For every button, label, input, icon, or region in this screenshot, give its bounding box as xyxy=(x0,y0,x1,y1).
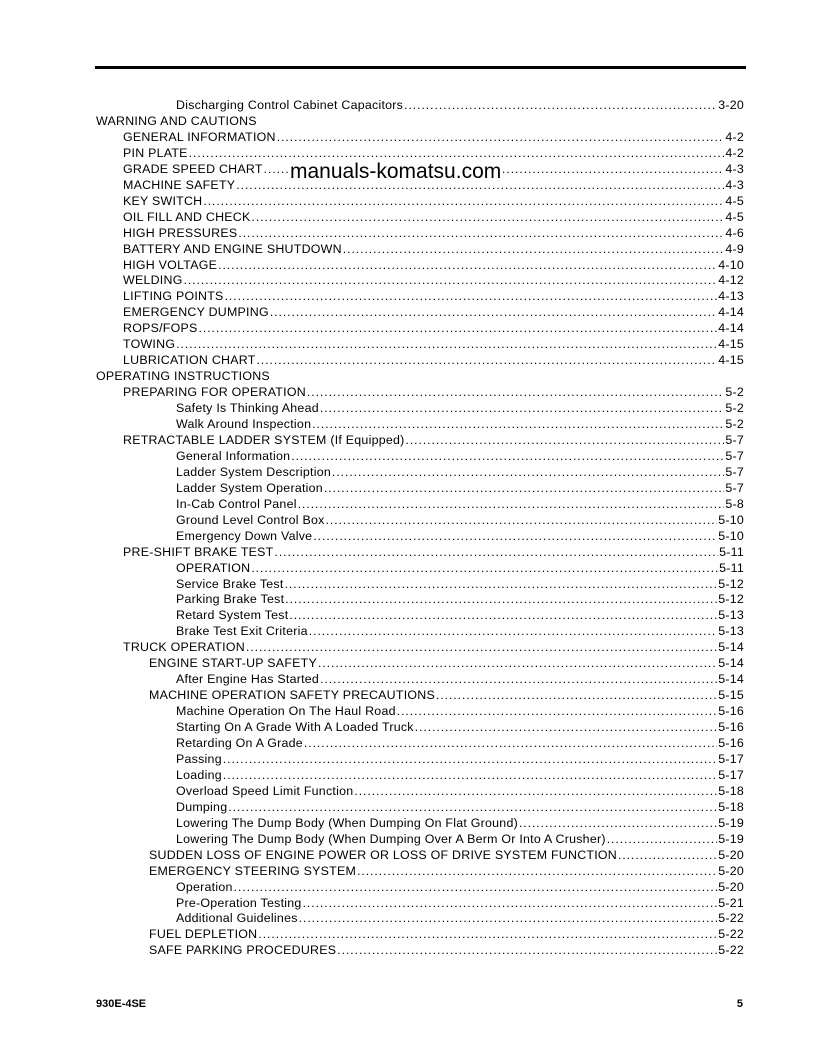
toc-leader-dots xyxy=(223,751,717,767)
toc-entry-page: 5-17 xyxy=(718,767,744,782)
toc-entry-page: 5-16 xyxy=(718,704,744,719)
toc-entry-title: ROPS/FOPS xyxy=(123,321,198,336)
watermark-text: manuals-komatsu.com xyxy=(288,158,503,186)
toc-entry-page: 5-20 xyxy=(718,863,744,878)
toc-leader-dots xyxy=(184,272,718,288)
toc-leader-dots xyxy=(324,480,724,496)
toc-leader-dots xyxy=(312,416,724,432)
toc-entry-page: 3-20 xyxy=(718,98,744,112)
toc-entry[interactable] xyxy=(149,847,744,863)
toc-entry[interactable] xyxy=(176,671,744,687)
toc-entry[interactable] xyxy=(123,129,744,145)
toc-entry-title: Parking Brake Test xyxy=(176,592,285,607)
toc-entry[interactable] xyxy=(149,926,744,942)
toc-entry-page: 5-12 xyxy=(718,576,744,591)
toc-entry-title: OPERATION xyxy=(176,560,251,575)
footer-page-number: 5 xyxy=(736,998,743,1010)
toc-entry[interactable] xyxy=(123,432,744,448)
toc-entry-page: 5-10 xyxy=(718,528,744,543)
toc-entry-page: 5-2 xyxy=(725,385,744,400)
toc-entry[interactable] xyxy=(176,448,744,464)
toc-leader-dots xyxy=(303,895,718,911)
toc-entry[interactable] xyxy=(176,512,744,528)
toc-entry-title: Dumping xyxy=(176,799,228,814)
toc-entry-page: 5-14 xyxy=(718,640,744,655)
toc-entry-page: 4-12 xyxy=(718,273,744,288)
toc-leader-dots xyxy=(607,831,717,847)
toc-leader-dots xyxy=(246,639,717,655)
toc-entry-title: PREPARING FOR OPERATION xyxy=(123,385,306,400)
toc-leader-dots xyxy=(436,687,717,703)
toc-leader-dots xyxy=(343,241,725,257)
toc-leader-dots xyxy=(203,193,724,209)
toc-entry-title: Brake Test Exit Criteria xyxy=(176,624,308,639)
toc-entry-title: MACHINE OPERATION SAFETY PRECAUTIONS xyxy=(149,688,435,703)
toc-entry-title: Machine Operation On The Haul Road xyxy=(176,704,396,719)
toc-entry-page: 5-16 xyxy=(718,720,744,735)
toc-entry-page: 5-22 xyxy=(718,943,744,958)
toc-entry[interactable] xyxy=(176,464,744,480)
toc-entry-page: 5-7 xyxy=(725,448,744,463)
toc-entry-title: Walk Around Inspection xyxy=(176,417,312,431)
toc-entry[interactable] xyxy=(149,863,744,879)
toc-leader-dots xyxy=(277,129,725,145)
toc-entry-page: 5-14 xyxy=(718,656,744,671)
toc-entry-page: 5-22 xyxy=(718,927,744,942)
toc-entry-title: BATTERY AND ENGINE SHUTDOWN xyxy=(123,241,342,256)
toc-entry-title: Overload Speed Limit Function xyxy=(176,783,354,798)
toc-entry-page: 5-20 xyxy=(718,879,744,894)
toc-entry[interactable] xyxy=(123,384,744,400)
toc-entry-title: Operation xyxy=(176,879,233,894)
toc-entry[interactable] xyxy=(176,97,744,113)
toc-entry[interactable] xyxy=(123,241,744,257)
toc-entry-title: Lowering The Dump Body (When Dumping On Flat Ground) xyxy=(176,815,518,830)
toc-entry-page: 5-20 xyxy=(718,847,744,862)
toc-entry-page: 5-11 xyxy=(719,544,744,559)
toc-leader-dots xyxy=(285,576,718,592)
toc-entry-page: 4-5 xyxy=(725,193,744,208)
toc-entry-title: TOWING xyxy=(123,337,176,352)
toc-leader-dots xyxy=(307,384,724,400)
toc-leader-dots xyxy=(299,910,718,926)
toc-leader-dots xyxy=(313,528,717,544)
toc-entry[interactable] xyxy=(176,623,744,639)
toc-entry-title: ENGINE START-UP SAFETY xyxy=(149,656,317,671)
toc-entry[interactable] xyxy=(123,193,744,209)
toc-entry-title: General Information xyxy=(176,448,291,463)
toc-entry[interactable] xyxy=(123,320,744,336)
toc-entry[interactable] xyxy=(176,783,744,799)
toc-leader-dots xyxy=(270,304,717,320)
toc-entry-title: RETRACTABLE LADDER SYSTEM (If Equipped) xyxy=(123,432,405,447)
toc-leader-dots xyxy=(337,942,717,958)
toc-entry-title: In-Cab Control Panel xyxy=(176,496,297,511)
toc-entry-title: Safety Is Thinking Ahead xyxy=(176,401,319,416)
toc-entry-title: WARNING AND CAUTIONS xyxy=(96,113,257,128)
toc-leader-dots xyxy=(309,623,717,639)
toc-entry[interactable] xyxy=(123,304,744,320)
toc-entry-title: HIGH VOLTAGE xyxy=(123,257,218,272)
toc-entry[interactable] xyxy=(176,799,744,815)
toc-leader-dots xyxy=(291,448,724,464)
toc-entry-page: 5-21 xyxy=(718,895,744,910)
toc-entry-title: Retard System Test xyxy=(176,608,289,623)
toc-entry-page: 5-7 xyxy=(725,464,744,479)
toc-entry-title: Service Brake Test xyxy=(176,576,284,591)
toc-leader-dots xyxy=(275,544,719,560)
toc-entry-title: KEY SWITCH xyxy=(123,193,203,208)
toc-entry[interactable] xyxy=(176,831,744,847)
toc-entry[interactable] xyxy=(176,496,744,512)
toc-entry-page: 5-13 xyxy=(718,624,744,639)
toc-entry-page: 5-7 xyxy=(725,432,744,447)
toc-entry-title: Passing xyxy=(176,751,222,766)
toc-entry-page: 5-13 xyxy=(718,608,744,623)
toc-entry-title: Emergency Down Valve xyxy=(176,528,313,543)
toc-entry[interactable] xyxy=(123,639,744,655)
toc-leader-dots xyxy=(223,767,717,783)
toc-entry[interactable] xyxy=(176,895,744,911)
toc-entry-title: Retarding On A Grade xyxy=(176,736,303,750)
toc-leader-dots xyxy=(320,671,717,687)
toc-leader-dots xyxy=(234,879,718,895)
toc-leader-dots xyxy=(251,560,718,576)
toc-entry[interactable] xyxy=(176,703,744,719)
toc-entry-page: 5-18 xyxy=(718,799,744,814)
toc-leader-dots xyxy=(199,320,718,336)
toc-leader-dots xyxy=(332,464,724,480)
top-rule xyxy=(95,66,746,69)
toc-entry-page: 5-2 xyxy=(725,401,744,416)
toc-entry-title: Loading xyxy=(176,767,222,782)
toc-entry-page: 4-5 xyxy=(725,209,744,224)
toc-entry-page: 4-3 xyxy=(725,177,744,192)
toc-entry-title: Ladder System Operation xyxy=(176,480,323,495)
toc-entry[interactable] xyxy=(123,336,744,352)
toc-entry[interactable] xyxy=(149,655,744,671)
toc-entry-title: Additional Guidelines xyxy=(176,911,298,926)
toc-entry-page: 4-14 xyxy=(718,321,744,336)
toc-entry[interactable] xyxy=(176,767,744,783)
toc-entry-title: OPERATING INSTRUCTIONS xyxy=(96,369,270,384)
toc-entry[interactable] xyxy=(176,815,744,831)
toc-entry[interactable] xyxy=(123,225,744,241)
toc-entry-title: SAFE PARKING PROCEDURES xyxy=(149,943,337,958)
toc-entry-page: 5-10 xyxy=(718,512,744,527)
toc-entry-page: 5-15 xyxy=(718,688,744,703)
toc-entry-title: FUEL DEPLETION xyxy=(149,927,258,942)
toc-leader-dots xyxy=(415,719,717,735)
toc-entry-page: 5-11 xyxy=(719,560,744,575)
toc-entry-page: 4-2 xyxy=(725,145,744,160)
toc-entry-page: 4-13 xyxy=(718,289,744,304)
toc-leader-dots xyxy=(257,352,718,368)
toc-leader-dots xyxy=(258,926,717,942)
toc-entry-title: MACHINE SAFETY xyxy=(123,177,236,192)
toc-entry-title: Ground Level Control Box xyxy=(176,512,325,527)
toc-leader-dots xyxy=(252,209,725,225)
toc-leader-dots xyxy=(218,257,717,273)
toc-entry[interactable] xyxy=(123,352,744,368)
toc-leader-dots xyxy=(354,783,717,799)
toc-entry[interactable] xyxy=(96,368,744,384)
toc-entry[interactable] xyxy=(176,591,744,607)
toc-entry[interactable] xyxy=(176,576,744,592)
toc-entry[interactable] xyxy=(96,113,744,129)
toc-entry-title: GENERAL INFORMATION xyxy=(123,129,276,144)
toc-entry-title: Discharging Control Cabinet Capacitors xyxy=(176,98,404,112)
toc-leader-dots xyxy=(357,863,717,879)
toc-entry[interactable] xyxy=(149,687,744,703)
toc-entry-title: Pre-Operation Testing xyxy=(176,895,302,910)
toc-entry[interactable] xyxy=(176,560,744,576)
toc-entry-page: 4-10 xyxy=(718,257,744,272)
toc-entry-title: EMERGENCY DUMPING xyxy=(123,305,269,320)
toc-leader-dots xyxy=(618,847,717,863)
toc-entry[interactable] xyxy=(123,288,744,304)
toc-leader-dots xyxy=(238,225,724,241)
toc-entry-title: PRE-SHIFT BRAKE TEST xyxy=(123,544,274,559)
toc-leader-dots xyxy=(289,607,717,623)
toc-leader-dots xyxy=(304,735,717,751)
toc-leader-dots xyxy=(228,799,717,815)
toc-entry-page: 5-16 xyxy=(718,736,744,750)
toc-entry[interactable] xyxy=(176,416,744,432)
toc-entry-title: OIL FILL AND CHECK xyxy=(123,209,251,224)
toc-entry-title: LIFTING POINTS xyxy=(123,289,224,304)
toc-leader-dots xyxy=(519,815,717,831)
toc-entry[interactable] xyxy=(176,719,744,735)
toc-entry[interactable] xyxy=(123,544,744,560)
toc-entry-page: 4-2 xyxy=(725,129,744,144)
toc-leader-dots xyxy=(326,512,718,528)
toc-entry[interactable] xyxy=(149,942,744,958)
toc-leader-dots xyxy=(406,432,725,448)
toc-entry-page: 5-12 xyxy=(718,592,744,607)
toc-entry[interactable] xyxy=(123,257,744,273)
toc-entry[interactable] xyxy=(176,400,744,416)
toc-entry[interactable] xyxy=(176,480,744,496)
toc-entry-page: 5-2 xyxy=(725,417,744,431)
toc-entry-page: 4-15 xyxy=(718,337,744,352)
toc-leader-dots xyxy=(176,336,717,352)
toc-entry-title: WELDING xyxy=(123,273,183,288)
toc-entry-page: 5-22 xyxy=(718,911,744,926)
toc-entry-page: 4-14 xyxy=(718,305,744,320)
toc-leader-dots xyxy=(318,655,717,671)
toc-entry-page: 5-7 xyxy=(725,480,744,495)
toc-leader-dots xyxy=(397,703,717,719)
toc-entry-title: PIN PLATE xyxy=(123,145,188,160)
toc-entry-page: 5-19 xyxy=(718,831,744,846)
toc-entry[interactable] xyxy=(176,607,744,623)
toc-entry-title: Ladder System Description xyxy=(176,464,332,479)
toc-entry-title: Starting On A Grade With A Loaded Truck xyxy=(176,720,414,735)
toc-leader-dots xyxy=(225,288,718,304)
toc-entry[interactable] xyxy=(176,910,744,926)
toc-leader-dots xyxy=(298,496,725,512)
toc-entry-page: 5-19 xyxy=(718,815,744,830)
toc-entry[interactable] xyxy=(123,209,744,225)
toc-entry-page: 5-14 xyxy=(718,672,744,687)
toc-entry[interactable] xyxy=(123,272,744,288)
toc-entry-title: HIGH PRESSURES xyxy=(123,225,238,240)
toc-entry-page: 4-9 xyxy=(725,241,744,256)
toc-entry-page: 5-17 xyxy=(718,751,744,766)
toc-entry-title: GRADE SPEED CHART xyxy=(123,161,263,176)
toc-entry[interactable] xyxy=(176,751,744,767)
toc-leader-dots xyxy=(404,97,717,113)
toc-entry-page: 4-6 xyxy=(725,225,744,240)
toc-entry-title: TRUCK OPERATION xyxy=(123,640,245,655)
toc-entry[interactable] xyxy=(176,879,744,895)
toc-leader-dots xyxy=(320,400,724,416)
toc-leader-dots xyxy=(285,591,717,607)
toc-entry-title: SUDDEN LOSS OF ENGINE POWER OR LOSS OF DRIVE SYSTEM FUNCTION xyxy=(149,847,618,862)
toc-entry-title: LUBRICATION CHART xyxy=(123,353,256,368)
toc-entry-title: EMERGENCY STEERING SYSTEM xyxy=(149,863,357,878)
toc-entry[interactable] xyxy=(176,735,744,751)
footer-model: 930E-4SE xyxy=(96,998,147,1010)
toc-entry[interactable] xyxy=(176,528,744,544)
toc-entry-title: Lowering The Dump Body (When Dumping Over A Berm Or Into A Crusher) xyxy=(176,831,606,846)
toc-entry-page: 5-8 xyxy=(725,496,744,511)
toc-entry-page: 5-18 xyxy=(718,783,744,798)
toc-entry-page: 4-3 xyxy=(725,161,744,176)
toc-entry-title: After Engine Has Started xyxy=(176,672,320,687)
toc-entry-page: 4-15 xyxy=(718,353,744,368)
